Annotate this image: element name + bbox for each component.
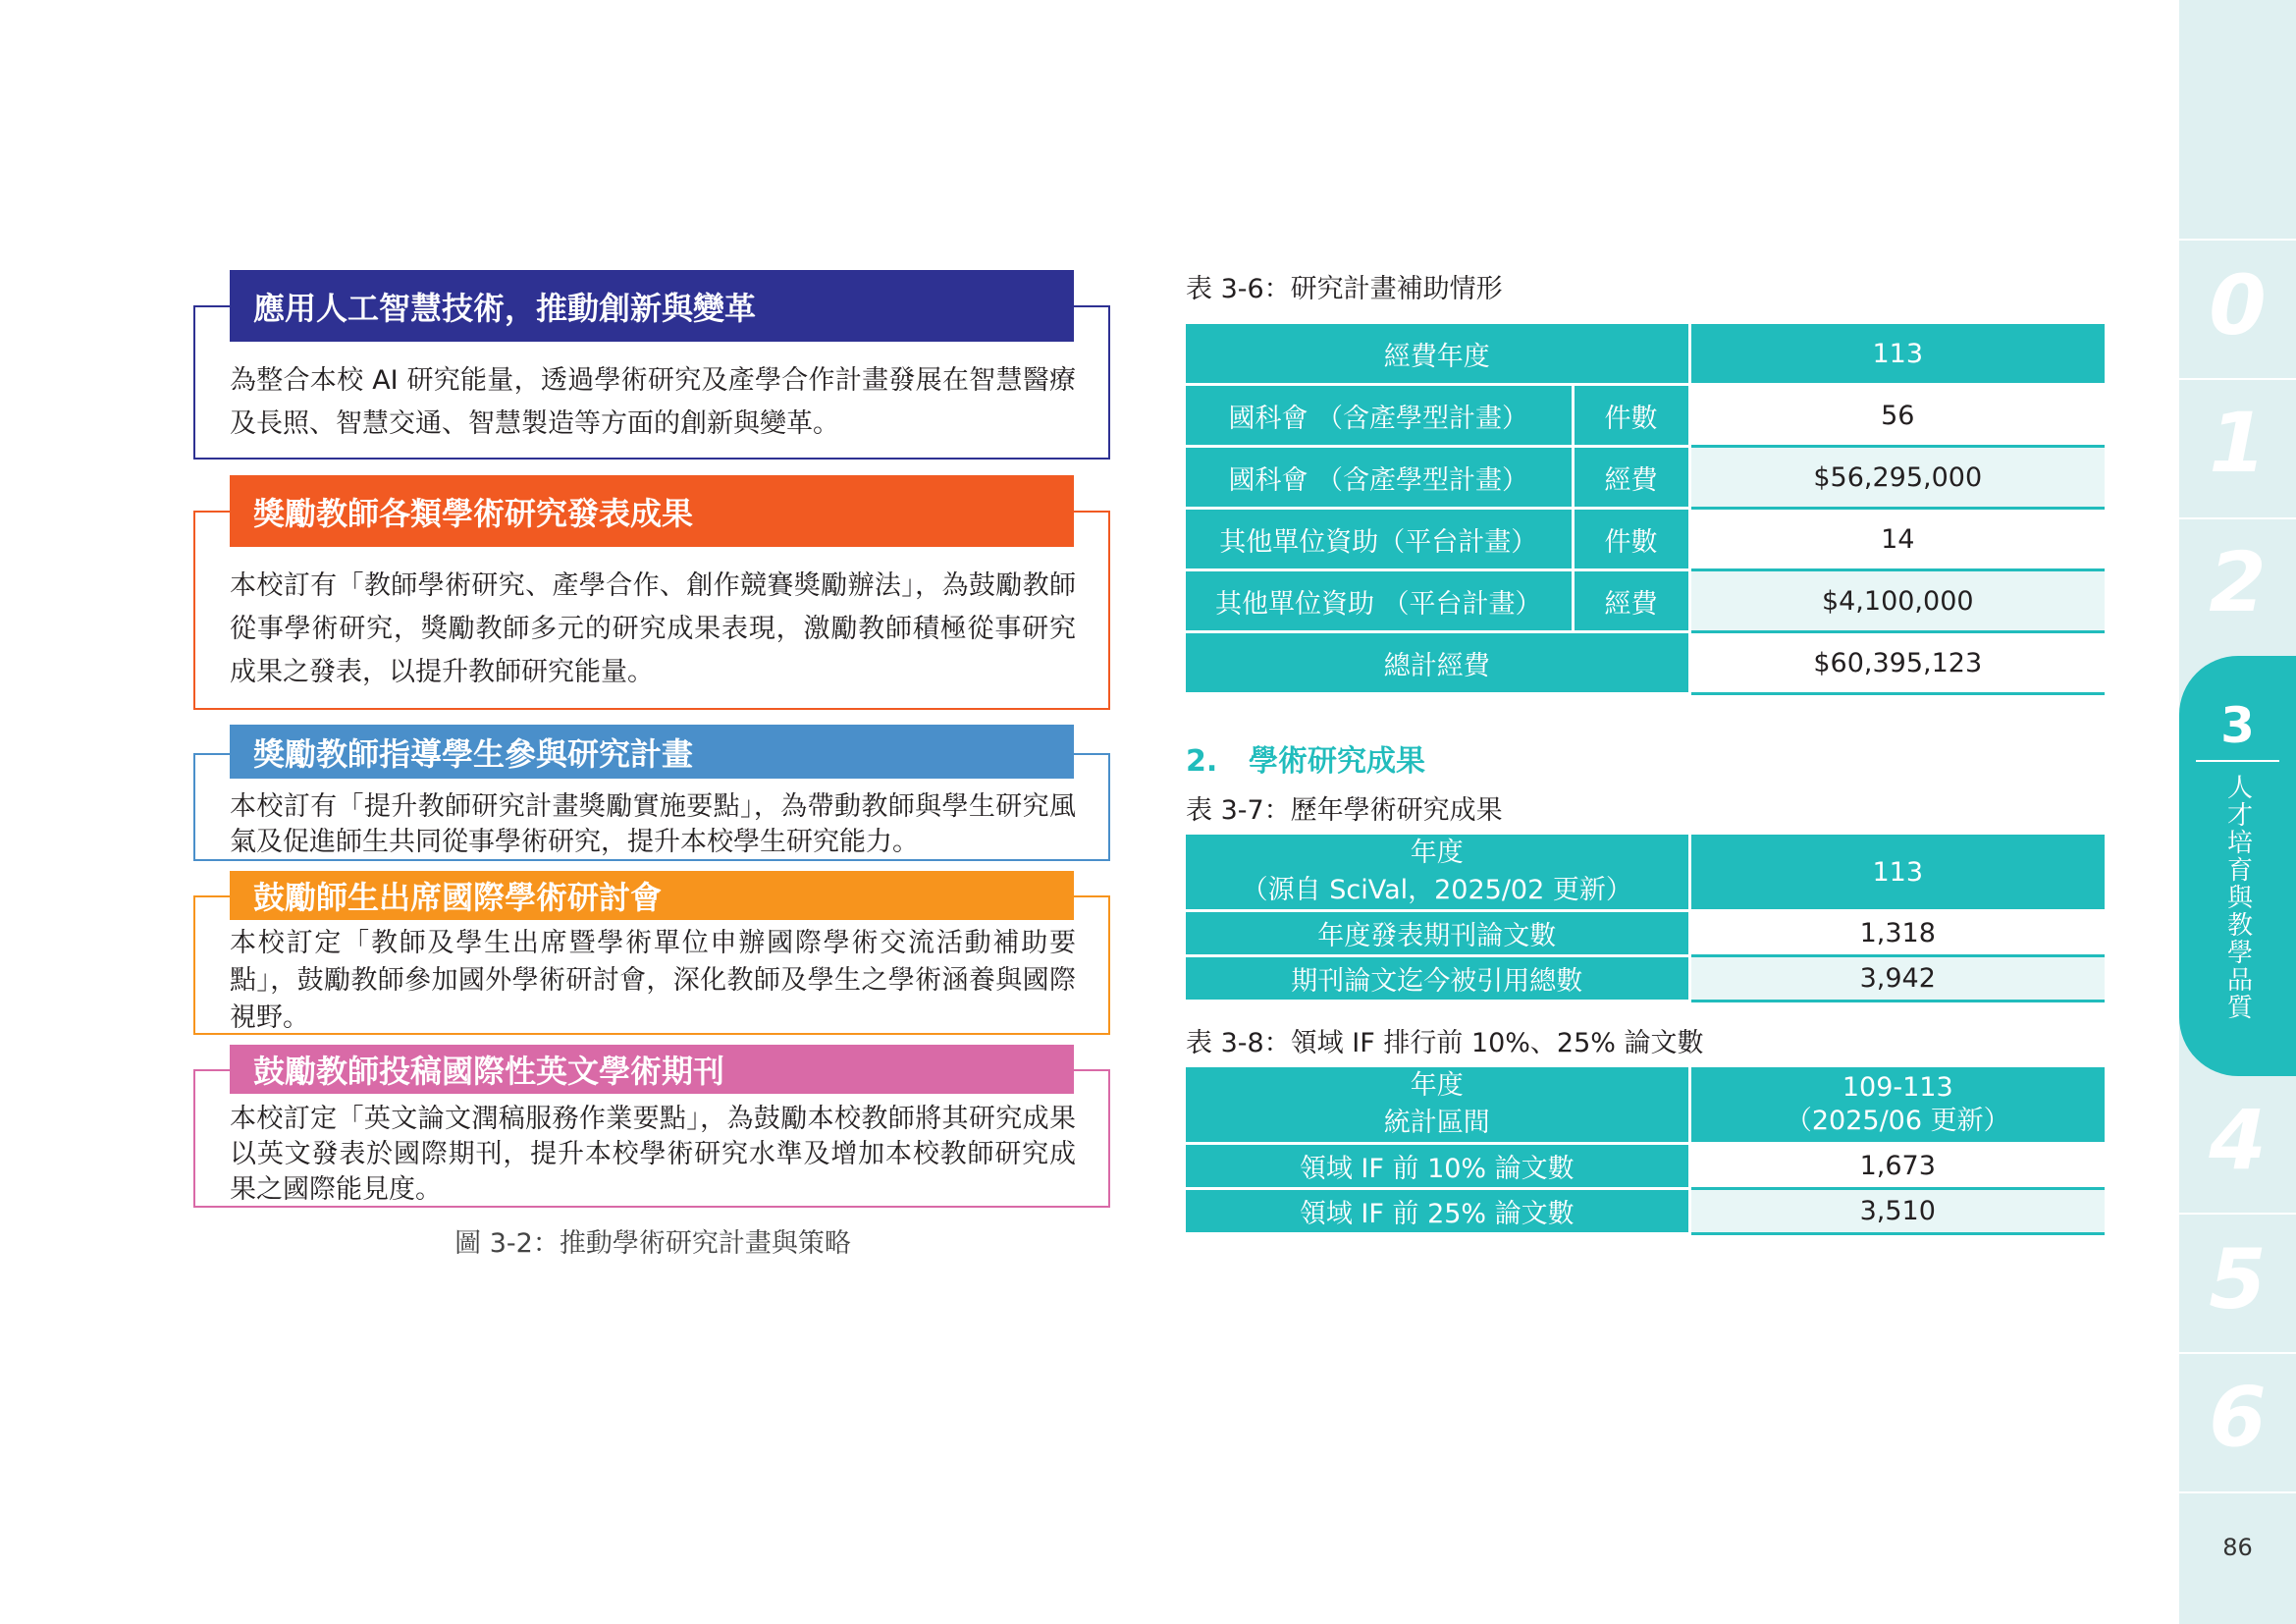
header-update: （2025/06 更新） [1785,1106,2010,1136]
header-cell [1186,834,1689,911]
chapter-tab-2[interactable]: 2 [2209,534,2267,630]
row-label: 期刊論文迄今被引用總數 [1186,956,1689,1001]
tab-divider [2179,239,2296,241]
table-row [1186,323,2105,385]
strategy-body-5: 本校訂定「英文論文潤稿服務作業要點」，為鼓勵本校教師將其研究成果以英文發表於國際期刊，提升本校學術研究水準及增加本校教師研究成果之國際能見度。 [230,1104,1076,1205]
row-sublabel: 件數 [1573,385,1689,447]
tab-divider [2179,1213,2296,1215]
header-source: （源自 SciVal，2025/02 更新） [1241,875,1632,905]
table-row [1186,509,2105,570]
strategy-title-1: 應用人工智慧技術，推動創新與變革 [230,270,1074,342]
row-value: 1,673 [1689,1144,2105,1189]
chapter-tab-4[interactable]: 4 [2209,1092,2267,1188]
row-sublabel: 經費 [1573,570,1689,632]
total-value: $60,395,123 [1689,632,2105,694]
page-number: 86 [2222,1534,2253,1561]
strategy-title-2: 獎勵教師各類學術研究發表成果 [230,475,1074,547]
row-sublabel: 件數 [1573,509,1689,570]
chapter-number: 3 [2220,697,2255,754]
table-3-6-caption: 表 3-6：研究計畫補助情形 [1186,274,1503,304]
row-label: 領域 IF 前 10% 論文數 [1186,1144,1689,1189]
table-row [1186,385,2105,447]
figure-caption: 圖 3-2：推動學術研究計畫與策略 [454,1228,851,1259]
row-value: $4,100,000 [1689,570,2105,632]
row-label: 國科會 （含產學型計畫） [1186,385,1573,447]
row-value: 14 [1689,509,2105,570]
chapter-tab-5[interactable]: 5 [2209,1231,2267,1327]
row-value: 1,318 [1689,911,2105,956]
row-sublabel: 經費 [1573,447,1689,509]
chapter-tab-0[interactable]: 0 [2209,257,2267,353]
chapter-tab-1[interactable]: 1 [2209,395,2267,491]
table-row [1186,1144,2105,1189]
section-number: 2. [1186,744,1218,779]
table-row [1186,632,2105,694]
table-3-8 [1186,1064,2105,1235]
table-row [1186,1066,2105,1144]
table-3-8-caption: 表 3-8：領域 IF 排行前 10%、25% 論文數 [1186,1028,1704,1058]
header-cell [1689,1066,2105,1144]
strategy-title-5: 鼓勵教師投稿國際性英文學術期刊 [230,1045,1074,1094]
table-3-7 [1186,832,2105,1002]
chapter-title: 人才培育與教學品質 [2222,774,2253,1021]
total-label: 總計經費 [1186,632,1689,694]
row-label: 領域 IF 前 25% 論文數 [1186,1189,1689,1234]
strategy-body-3: 本校訂有「提升教師研究計畫獎勵實施要點」，為帶動教師與學生研究風氣及促進師生共同從事學術研究，提升本校學生研究能力。 [230,791,1076,857]
header-cell: 113 [1689,323,2105,385]
strategy-title-3: 獎勵教師指導學生參與研究計畫 [230,725,1074,779]
chapter-tab-3-active[interactable] [2179,656,2296,1076]
row-label: 年度發表期刊論文數 [1186,911,1689,956]
table-row [1186,956,2105,1001]
tab-divider [2179,1491,2296,1493]
table-3-6 [1186,321,2105,695]
strategy-body-4: 本校訂定「教師及學生出席暨學術單位申辦國際學術交流活動補助要點」，鼓勵教師參加國外學術研討會，深化教師及學生之學術涵養與國際視野。 [230,928,1076,1033]
header-cell: 經費年度 [1186,323,1689,385]
table-row [1186,447,2105,509]
header-sublabel: 統計區間 [1383,1108,1490,1138]
header-cell: 113 [1689,834,2105,911]
row-value: 56 [1689,385,2105,447]
table-row [1186,911,2105,956]
row-value: 3,510 [1689,1189,2105,1234]
strategy-body-1: 為整合本校 AI 研究能量，透過學術研究及產學合作計畫發展在智慧醫療及長照、智慧交通、智慧製造等方面的創新與變革。 [230,365,1076,439]
table-row [1186,1189,2105,1234]
row-label: 國科會 （含產學型計畫） [1186,447,1573,509]
table-3-7-caption: 表 3-7：歷年學術研究成果 [1186,795,1503,826]
header-range: 109-113 [1842,1072,1953,1103]
tab-divider [2179,1352,2296,1354]
row-label: 其他單位資助（平台計畫） [1186,509,1573,570]
row-value: $56,295,000 [1689,447,2105,509]
header-cell [1186,1066,1689,1144]
chapter-tab-6[interactable]: 6 [2209,1369,2267,1465]
section-heading [1186,736,1425,780]
chapter-divider [2196,760,2279,762]
strategy-title-4: 鼓勵師生出席國際學術研討會 [230,871,1074,920]
header-label: 年度 [1410,1070,1464,1101]
strategy-body-2: 本校訂有「教師學術研究、產學合作、創作競賽獎勵辦法」，為鼓勵教師從事學術研究，獎勵教師多元的研究成果表現，激勵教師積極從事研究成果之發表，以提升教師研究能量。 [230,570,1076,687]
tab-divider [2179,378,2296,380]
table-row [1186,834,2105,911]
header-label: 年度 [1410,838,1464,868]
row-label: 其他單位資助 （平台計畫） [1186,570,1573,632]
table-row [1186,570,2105,632]
section-title: 學術研究成果 [1249,744,1425,779]
tab-divider [2179,517,2296,519]
row-value: 3,942 [1689,956,2105,1001]
